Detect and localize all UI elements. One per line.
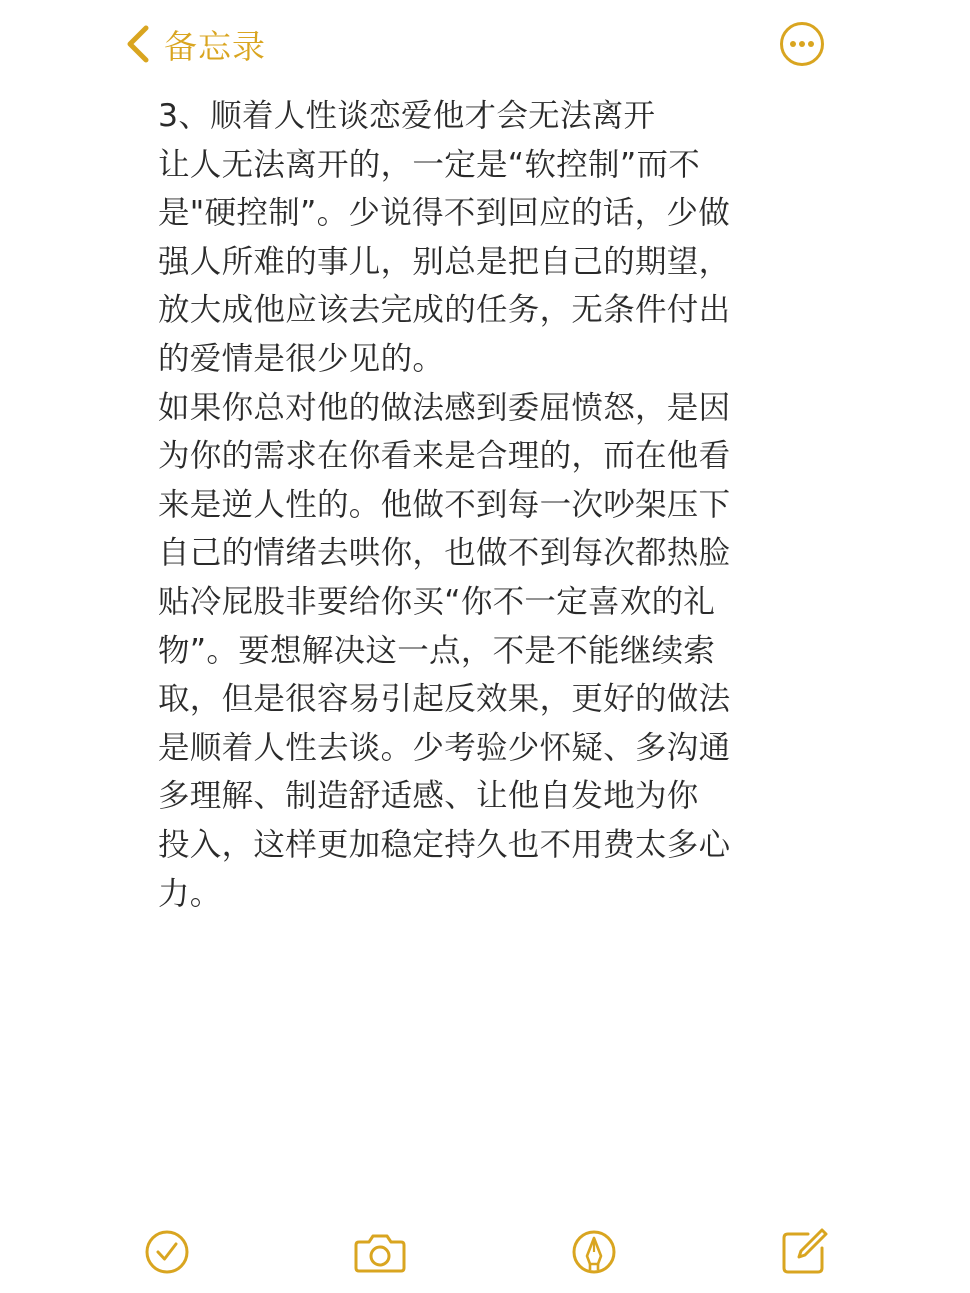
note-line: 多理解、制造舒适感、让他自发地为你 [158,778,699,815]
ellipsis-circle-icon [778,20,826,68]
note-line: 如果你总对他的做法感到委屈愤怒，是因 [158,389,731,426]
note-line: 投入，这样更加稳定持久也不用费太多心 [158,826,731,863]
checklist-button[interactable] [141,1226,193,1278]
note-line: 3、顺着人性谈恋爱他才会无法离开 [158,98,656,134]
note-line: 为你的需求在你看来是合理的，而在他看 [158,438,731,475]
note-line: 力。 [158,875,222,912]
note-line: 取，但是很容易引起反效果，更好的做法 [158,681,731,718]
note-line: 是"硬控制”。少说得不到回应的话，少做 [158,195,731,232]
bottom-toolbar [0,1220,970,1284]
markup-button[interactable] [568,1226,620,1278]
note-line: 来是逆人性的。他做不到每一次吵架压下 [158,486,731,523]
checklist-icon [141,1226,193,1278]
note-line: 物”。要想解决这一点，不是不能继续索 [158,632,716,669]
camera-icon [352,1226,408,1278]
back-label: 备忘录 [164,26,266,66]
back-button[interactable] [124,22,266,66]
markup-pen-icon [568,1226,620,1278]
note-line: 放大成他应该去完成的任务，无条件付出 [158,292,731,329]
chevron-left-icon [124,22,152,66]
camera-button[interactable] [352,1226,408,1278]
note-line: 强人所难的事儿，别总是把自己的期望， [158,243,731,280]
compose-icon [778,1226,830,1278]
navigation-bar [0,0,970,90]
note-line: 自己的情绪去哄你，也做不到每次都热脸 [158,535,731,572]
compose-button[interactable] [778,1226,830,1278]
note-line: 让人无法离开的，一定是“软控制”而不 [158,146,701,183]
note-line: 贴冷屁股非要给你买“你不一定喜欢的礼 [158,583,716,620]
note-line: 是顺着人性去谈。少考验少怀疑、多沟通 [158,729,731,766]
note-line: 的爱情是很少见的。 [158,340,445,377]
more-button[interactable] [778,20,826,68]
note-body[interactable] [158,92,798,918]
